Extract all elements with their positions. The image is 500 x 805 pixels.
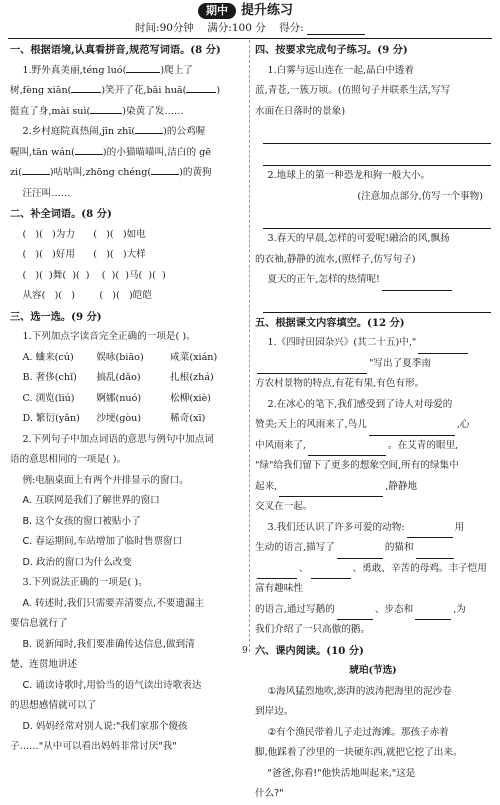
s1-q2-line3: zi( )咕咕叫,zhōng chéng( )的黄狗: [10, 163, 244, 184]
s2-row-2: ( )( )好用 ( )( )大样: [22, 249, 146, 260]
page-number: 9: [242, 646, 248, 656]
s4-q2-note: (注意加点部分,仿写一个事物): [357, 190, 483, 202]
s5-q3-line3: 、 、勇敢、辛苦的母鸡。丰子恺用富有趣味性: [255, 562, 487, 594]
answer-line[interactable]: [263, 207, 491, 229]
s3-q1-option-a[interactable]: A. 蛐来(cú) 娱咏(biāo) 咸菜(xián): [22, 351, 218, 363]
answer-blank[interactable]: [257, 566, 297, 579]
s5-q1-line3: 方农村景物的特点,有花有果,有色有形。: [255, 378, 425, 389]
answer-blank[interactable]: [418, 341, 468, 354]
time-label: 时间:90分钟: [135, 22, 194, 34]
s3-q3-option-c-cont: 的思想感情就可以了: [10, 700, 97, 711]
s1-q1-line3: 挺直了身,mài suì( )染黄了发……: [10, 102, 244, 123]
passage-para-2: ②有个渔民带着儿子走过海滩。那孩子赤着: [267, 726, 449, 738]
s3-q2-option-d[interactable]: D. 政治的窗口为什么改变: [22, 556, 132, 568]
answer-blank[interactable]: [311, 566, 351, 579]
s3-q2-line2: 语的意思相同的一项是( )。: [10, 454, 127, 465]
s2-row-4: 从容( )( ) ( )( )皑皑: [22, 290, 152, 301]
s3-q2: 2.下列句子中加点词语的意思与例句中加点词: [22, 433, 214, 445]
answer-blank[interactable]: [257, 361, 367, 374]
passage-para-2-cont: 脚,他踩着了沙里的一块硬东西,就把它挖了出来。: [255, 747, 463, 758]
answer-blank[interactable]: [337, 607, 373, 620]
score-blank[interactable]: [307, 24, 365, 35]
s3-q2-example: 例:电脑桌面上有两个并排显示的窗口。: [22, 474, 189, 486]
s3-q3-option-a-cont: 要信息就行了: [10, 618, 68, 629]
s5-q2-line2: 赞美;天上的风雨来了,鸟儿 ,心: [255, 415, 491, 436]
s2-row-3: ( )( )舞( )( ) ( )( )马( )( ): [22, 269, 166, 281]
s3-q3-option-b[interactable]: B. 说新闻时,我们要准确传达信息,做到清: [22, 638, 195, 650]
answer-blank[interactable]: [71, 81, 101, 93]
midterm-tag: 期中: [198, 3, 236, 19]
s1-q2-line2: 喔叫,tān wán( )的小猫喵喵叫,洁白的 gē: [10, 143, 244, 164]
s4-q1-line3: 水面在日落时的景象): [255, 105, 346, 117]
full-score-label: 满分:100 分: [207, 22, 266, 34]
passage-para-1: ①海风猛烈地吹,澎湃的波涛把海里的泥沙卷: [267, 685, 452, 697]
answer-line[interactable]: [263, 122, 491, 144]
answer-blank[interactable]: [126, 61, 160, 73]
answer-blank[interactable]: [186, 81, 216, 93]
s3-q3-option-d-cont: 子……"从中可以看出妈妈非常讨厌"我": [10, 741, 177, 752]
s5-q2-line4: "绿"给我们留下了更多的想象空间,所有的绿集中: [255, 460, 459, 471]
s3-q3-option-b-cont: 楚、连贯地讲述: [10, 659, 78, 670]
s4-q2: 2.地球上的第一种恐龙和狗一般大小。: [267, 170, 431, 181]
section-2-title: 二、补全词语。(8 分): [10, 208, 112, 220]
s5-q2-line6: 交叉在一起。: [255, 501, 313, 512]
column-divider: [249, 40, 250, 652]
s5-q3-line4: 的语言,通过写鹅的 、步态和 ,为: [255, 600, 491, 621]
answer-blank[interactable]: [279, 484, 383, 497]
s3-q2-option-b[interactable]: B. 这个女孩的窗口被贴小了: [22, 515, 141, 527]
answer-blank[interactable]: [337, 546, 383, 559]
right-column: [255, 40, 491, 805]
page-header: [0, 0, 500, 38]
passage-para-3: "爸爸,你看!"他快活地叫起来,"这是: [267, 767, 416, 779]
answer-blank[interactable]: [135, 122, 163, 134]
answer-blank[interactable]: [382, 278, 452, 291]
s1-q1: 1.野外真美丽,téng luó( )爬上了: [10, 61, 244, 82]
s3-q1-option-b[interactable]: B. 奢侈(chǐ) 搞乱(dǎo) 扎根(zhá): [22, 372, 214, 383]
s5-q3-line2: 生动的语言,描写了 的猫和: [255, 538, 491, 559]
score-label: 得分:: [279, 22, 304, 34]
s5-q1-line2: "写出了夏季南: [255, 354, 491, 375]
answer-blank[interactable]: [407, 525, 453, 538]
s4-q3-line2: 的衣袖,静静的流水,(照样子,仿写句子): [255, 253, 416, 265]
s5-q2-line5: 起来, ,静静地: [255, 477, 491, 498]
answer-line[interactable]: [263, 144, 491, 166]
section-1-title: 一、根据语境,认真看拼音,规范写词语。(8 分): [10, 44, 221, 56]
s2-row-1: ( )( )为力 ( )( )如电: [22, 228, 146, 240]
section-4-title: 四、按要求完成句子练习。(9 分): [255, 44, 408, 56]
answer-line[interactable]: [263, 291, 491, 313]
s3-q1: 1.下列加点字读音完全正确的一项是( )。: [22, 331, 196, 342]
header-rule: [8, 38, 492, 39]
s4-q1: 1.白雾与远山连在一起,晶白中透着: [267, 64, 414, 76]
answer-blank[interactable]: [75, 143, 103, 155]
s3-q3-option-d[interactable]: D. 妈妈经常对别人说:"我们家那个傻孩: [22, 720, 188, 732]
exam-meta: [0, 21, 500, 35]
s4-q1-line2: 蓝,青苍,一簇万顷。(仿照句子并联系生活,写写: [255, 85, 451, 96]
s5-q1: 1.《四时田园杂兴》(其二十五)中,": [255, 333, 491, 354]
s1-q2: 2.乡村庭院真热闹,jīn zhī( )的公鸡喔: [10, 122, 244, 143]
answer-blank[interactable]: [308, 443, 386, 456]
s1-q1-line2: 树,fèng xiān( )笑开了花,bǎi huā( ): [10, 81, 244, 102]
section-6-title: 六、课内阅读。(10 分): [255, 644, 364, 657]
answer-blank[interactable]: [90, 102, 122, 114]
left-column: [10, 40, 244, 758]
s3-q2-option-c[interactable]: C. 春运期间,车站增加了临时售票窗口: [22, 536, 183, 547]
answer-blank[interactable]: [22, 163, 50, 175]
s3-q3: 3.下列说法正确的一项是( )。: [22, 577, 148, 588]
passage-title: 琥珀(节选): [349, 665, 397, 676]
page-title: 提升练习: [241, 3, 294, 18]
answer-blank[interactable]: [369, 423, 455, 436]
s3-q2-option-a[interactable]: A. 互联网是我们了解世界的窗口: [22, 495, 160, 506]
answer-blank[interactable]: [416, 546, 454, 559]
section-5-title: 五、根据课文内容填空。(12 分): [255, 316, 405, 329]
s3-q1-option-d[interactable]: D. 繁衍(yǎn) 沙埂(gòu) 稀奇(xī): [22, 413, 206, 424]
answer-blank[interactable]: [415, 607, 451, 620]
s5-q2: 2.在冰心的笔下,我们感受到了诗人对母爱的: [267, 398, 453, 410]
s3-q3-option-c[interactable]: C. 诵读诗歌时,用恰当的语气读出诗歌表达: [22, 679, 202, 691]
passage-para-1-cont: 到岸边。: [255, 706, 294, 717]
s5-q3: 3.我们还认识了许多可爱的动物: 用: [255, 518, 491, 539]
passage-para-3-cont: 什么?": [255, 788, 284, 799]
s3-q1-option-c[interactable]: C. 浏览(liú) 婀娜(nuó) 松柳(xiè): [22, 392, 211, 404]
s5-q3-line5: 我们介绍了一只高傲的鹅。: [255, 624, 371, 635]
answer-blank[interactable]: [151, 163, 179, 175]
s5-q2-line3: 中风雨来了, 。在艾青的眼里,: [255, 436, 491, 457]
s4-q3: 3.春天的早晨,怎样的可爱呢!融洽的风,飘扬: [267, 233, 450, 244]
s4-q3-line3: 夏天的正午,怎样的热情呢!: [255, 270, 491, 291]
s3-q3-option-a[interactable]: A. 转述时,我们只需要弄清要点,不要遗漏主: [22, 597, 205, 609]
s1-q2-end: 汪汪叫……: [22, 187, 71, 199]
section-3-title: 三、选一选。(9 分): [10, 310, 102, 323]
